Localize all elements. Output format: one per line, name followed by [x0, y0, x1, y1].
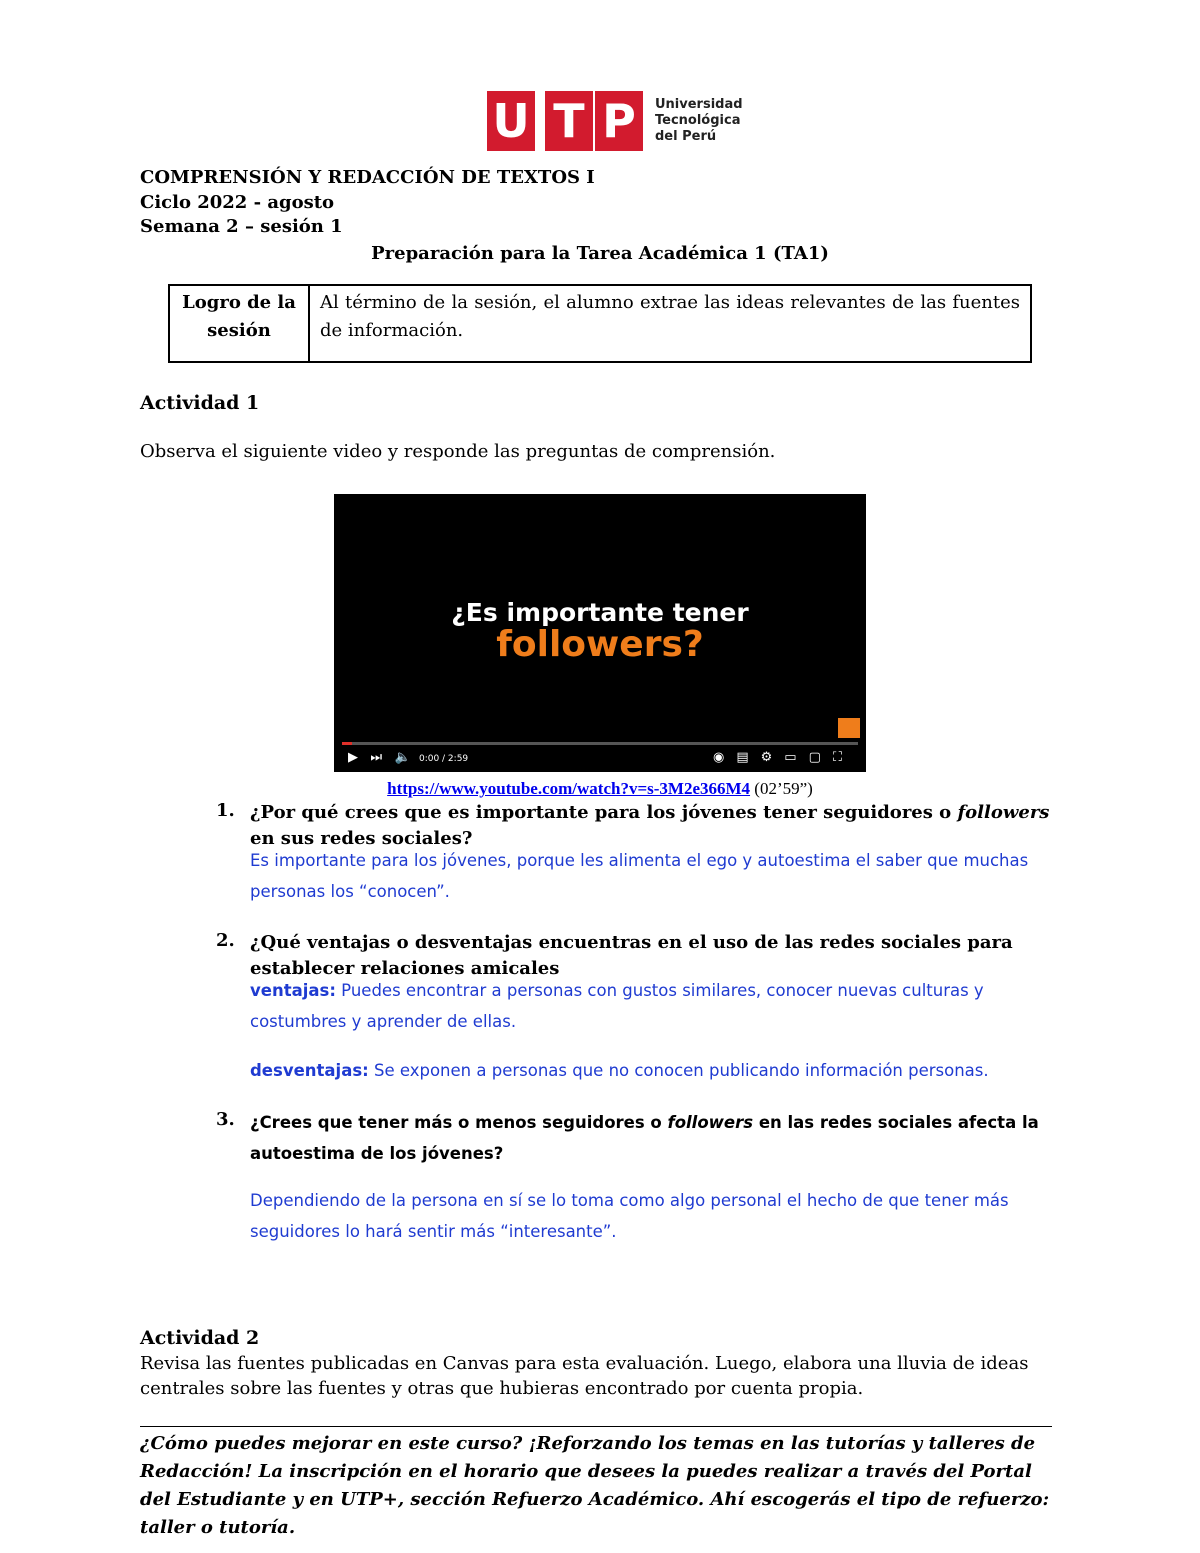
question-2-text: ¿Qué ventajas o desventajas encuentras en el uso de las redes sociales para establecer relaciones amicales [250, 932, 1013, 979]
actividad1-instruction: Observa el siguiente video y responde las preguntas de comprensión. [140, 441, 776, 462]
logo-letter-p: P [595, 91, 643, 151]
logo-letter-u: U [487, 91, 535, 151]
video-link[interactable]: https://www.youtube.com/watch?v=s-3M2e366M4 [387, 779, 751, 798]
question-2-disadvantages: desventajas: Se exponen a personas que no conocen publicando información personas. [250, 1061, 989, 1080]
logo-letter-t: T [545, 91, 593, 151]
question-3-text: ¿Crees que tener más o menos seguidores o followers en las redes sociales afecta la autoestima de los jóvenes? [250, 1113, 1039, 1163]
question-1-text: ¿Por qué crees que es importante para los jóvenes tener seguidores o followers en sus redes sociales? [250, 802, 1050, 849]
video-left-controls [348, 750, 468, 765]
channel-logo [838, 718, 860, 738]
autoplay-toggle-icon[interactable]: ◉ [713, 750, 737, 765]
video-link-line [0, 779, 1200, 799]
subtitles-icon[interactable]: ▤ [736, 750, 761, 765]
question-1-number: 1. [216, 800, 235, 821]
question-3-number: 3. [216, 1109, 235, 1130]
utp-logo [487, 91, 743, 151]
theater-icon[interactable]: ▢ [808, 750, 833, 765]
actividad2-text: Revisa las fuentes publicadas en Canvas para esta evaluación. Luego, elabora una lluvia de ideas centrales sobre las fuentes y otras que hubieras encontrado por cuenta propia. [140, 1353, 1029, 1399]
logro-label: Logro de la sesión [169, 285, 309, 362]
actividad2-title: Actividad 2 [140, 1327, 260, 1349]
fullscreen-icon[interactable]: ⛶ [832, 750, 854, 765]
video-title-line1: ¿Es importante tener [451, 598, 749, 627]
miniplayer-icon[interactable]: ▭ [784, 750, 809, 765]
question-1-answer: Es importante para los jóvenes, porque les alimenta el ego y autoestima el saber que muchas personas los “conocen”. [250, 851, 1029, 901]
logo-university-name: Universidad Tecnológica del Perú [655, 97, 743, 144]
logro-table [168, 284, 1032, 363]
footer-divider [140, 1426, 1052, 1427]
video-time: 0:00 / 2:59 [418, 754, 469, 764]
page-title: Preparación para la Tarea Académica 1 (TA1) [371, 243, 829, 264]
footer-note: ¿Cómo puedes mejorar en este curso? ¡Reforzando los temas en las tutorías y talleres de Redacción! La inscripción en el horario que desees la puedes realizar a través del Portal del Estudiante y en UTP+, sección Refuerzo Académico. Ahí escogerás el tipo de refuerzo: taller o tutoría. [140, 1433, 1050, 1538]
next-icon[interactable]: ⏭ [370, 750, 383, 765]
volume-icon[interactable]: 🔈 [394, 750, 411, 765]
cycle-label: Ciclo 2022 - agosto [140, 192, 335, 213]
week-label: Semana 2 – sesión 1 [140, 216, 343, 237]
logro-text: Al término de la sesión, el alumno extrae las ideas relevantes de las fuentes de información. [309, 285, 1031, 362]
video-right-controls [713, 750, 854, 765]
question-3-answer: Dependiendo de la persona en sí se lo toma como algo personal el hecho de que tener más seguidores lo hará sentir más “interesante”. [250, 1191, 1009, 1241]
video-player[interactable] [334, 494, 866, 772]
actividad1-title: Actividad 1 [140, 392, 260, 414]
video-progress-fill [342, 742, 352, 745]
video-progress-bar[interactable] [342, 742, 858, 745]
question-2-advantages: ventajas: Puedes encontrar a personas con gustos similares, conocer nuevas culturas y costumbres y aprender de ellas. [250, 981, 984, 1031]
settings-icon[interactable]: ⚙ [760, 750, 785, 765]
play-icon[interactable]: ▶ [348, 750, 358, 765]
video-title-line2: followers? [496, 624, 704, 665]
course-title: COMPRENSIÓN Y REDACCIÓN DE TEXTOS I [140, 167, 595, 188]
video-duration: (02’59”) [754, 779, 813, 798]
question-2-number: 2. [216, 930, 235, 951]
